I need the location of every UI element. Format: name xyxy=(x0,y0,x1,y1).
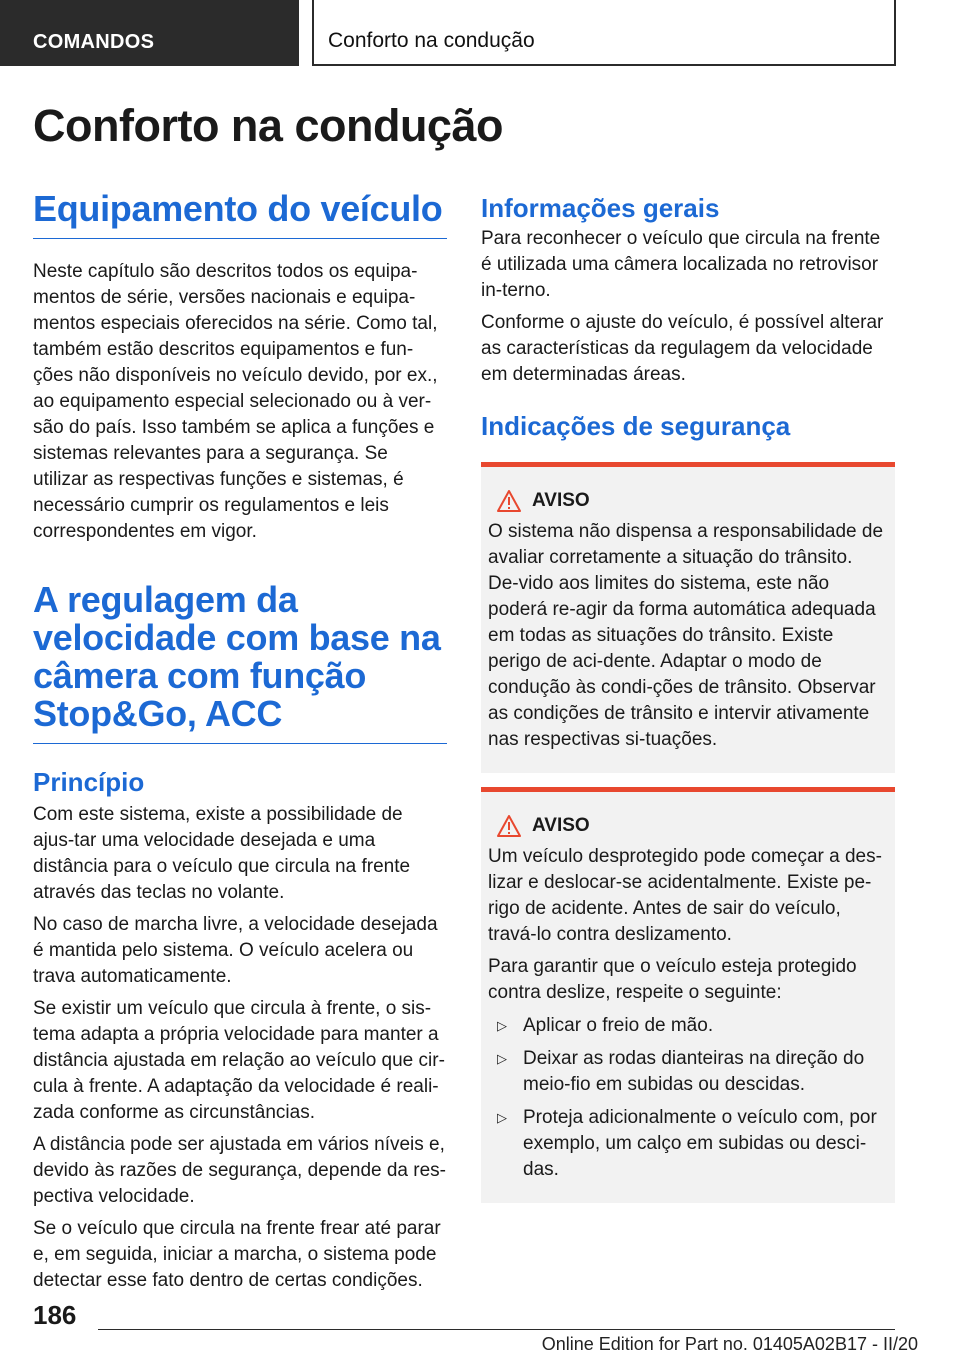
list-item xyxy=(488,1013,887,1039)
principle-paragraph-4: A distância pode ser ajustada em vários níveis e, devido às razões de segurança, depende da res-pectiva velocidade. xyxy=(33,1134,446,1207)
warning-box-1 xyxy=(481,462,895,773)
warning-text-1: O sistema não dispensa a responsabilidade de avaliar corretamente a situação do trânsito. De-vido aos limites do sistema, este não poderá re-agir da forma automática adequada em todas as situações do trânsito. Existe perigo de aci-dente. Adaptar o modo de condução às condi-ções de trânsito. Observar as condições de trânsito e intervir ativamente nas respectivas si-tuações. xyxy=(488,521,884,750)
warning-header-2 xyxy=(488,814,887,838)
heading-principle: Princípio xyxy=(33,767,145,797)
heading-general-info: Informações gerais xyxy=(481,193,720,223)
heading-acc: A regulagem da velocidade com base na câmera com função Stop&Go, ACC xyxy=(33,581,447,744)
list-item-text: Aplicar o freio de mão. xyxy=(523,1015,714,1036)
page-number: 186 xyxy=(33,1300,77,1330)
list-item xyxy=(488,1105,887,1183)
warning-text-2a: Um veículo desprotegido pode começar a des-lizar e deslocar-se acidentalmente. Existe pe-rigo de acidente. Antes de sair do veículo, travá-lo contra deslizamento. xyxy=(488,846,882,945)
heading-safety: Indicações de segurança xyxy=(481,411,791,441)
heading-vehicle-equipment: Equipamento do veículo xyxy=(33,190,447,239)
list-item-text: Proteja adicionalmente o veículo com, por exemplo, um calço em subidas ou desci-das. xyxy=(523,1107,877,1180)
equipment-paragraph: Neste capítulo são descritos todos os equipa-mentos de série, versões nacionais e equipa-mentos especiais oferecidos na série. Como tal, também estão descritos equipamentos e fun-ções não disponíveis no veículo devido, por ex., ao equipamento especial selecionado ou à ver-são do país. Isso também se aplica a funções e sistemas relevantes para a segurança. Se utilizar as respectivas funções e sistemas, é necessário cumprir os regulamentos e leis correspondentes em vigor. xyxy=(33,261,438,542)
general-info-paragraph-1: Para reconhecer o veículo que circula na frente é utilizada uma câmera localizada no retrovisor in-terno. xyxy=(481,228,881,301)
warning-text-2b: Para garantir que o veículo esteja protegido contra deslize, respeite o seguinte: xyxy=(488,956,857,1003)
section-tab: COMANDOS xyxy=(0,0,299,66)
warning-label-1: AVISO xyxy=(532,490,590,511)
topic-header: Conforto na condução xyxy=(312,0,896,66)
list-item xyxy=(488,1046,887,1098)
warning-header-1 xyxy=(488,489,887,513)
principle-paragraph-5: Se o veículo que circula na frente frear até parar e, em seguida, iniciar a marcha, o sistema pode detectar esse fato dentro de certas condições. xyxy=(33,1218,441,1291)
left-column xyxy=(33,190,447,1294)
bullet-triangle-icon: ▷ xyxy=(497,1110,507,1125)
footer-divider xyxy=(98,1329,895,1330)
principle-paragraph-2: No caso de marcha livre, a velocidade desejada é mantida pelo sistema. O veículo acelera ou trava automaticamente. xyxy=(33,914,438,987)
right-column xyxy=(481,192,895,1203)
warning-box-2 xyxy=(481,787,895,1203)
bullet-triangle-icon: ▷ xyxy=(497,1018,507,1033)
bullet-triangle-icon: ▷ xyxy=(497,1051,507,1066)
principle-paragraph-3: Se existir um veículo que circula à frente, o sis-tema adapta a própria velocidade para manter a distância ajustada em relação ao veículo que cir-cula à frente. A adaptação da velocidade é reali-zada conforme as circunstâncias. xyxy=(33,998,445,1123)
page-title: Conforto na condução xyxy=(33,100,503,151)
list-item-text: Deixar as rodas dianteiras na direção do meio-fio em subidas ou descidas. xyxy=(523,1048,865,1095)
edition-note: Online Edition for Part no. 01405A02B17 - II/20 xyxy=(541,1334,918,1354)
principle-paragraph-1: Com este sistema, existe a possibilidade de ajus-tar uma velocidade desejada e uma distância para o veículo que circula na frente através das teclas no volante. xyxy=(33,804,411,903)
warning-triangle-icon xyxy=(496,489,522,513)
warning-triangle-icon xyxy=(496,814,522,838)
general-info-paragraph-2: Conforme o ajuste do veículo, é possível alterar as características da regulagem da velocidade em determinadas áreas. xyxy=(481,312,884,385)
warning-label-2: AVISO xyxy=(532,815,590,836)
